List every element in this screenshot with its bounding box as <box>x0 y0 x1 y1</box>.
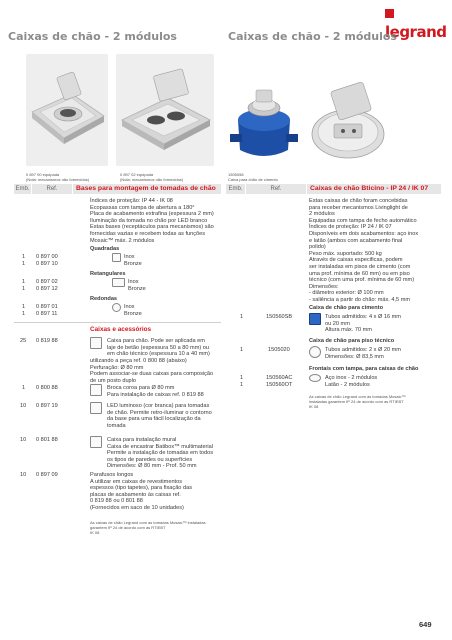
desc-line: Para instalação de caixas ref. 0 819 88 <box>107 391 204 398</box>
product-thumb-icon <box>90 337 102 349</box>
frontal-thumb-icon <box>309 374 321 382</box>
desc-line: placas de acabamento às caixas ref. <box>90 491 181 498</box>
desc-line: Tubos admitidos: 4 x Ø 16 mm <box>325 314 401 320</box>
right-page-title: Caixas de chão - 2 módulos <box>228 30 397 43</box>
emb-cell: 10 <box>20 437 27 443</box>
group-heading-redondas: Redondas <box>90 296 118 302</box>
footnote-line: IK 08 <box>309 404 319 409</box>
intro-line: ser instaladas em pisos de cimento (com <box>309 263 411 270</box>
caption-right-1 <box>228 172 278 182</box>
desc-line: Parafusos longos <box>90 472 134 478</box>
intro-line: Através de caixas especificas, podem <box>309 257 403 264</box>
bticino-frontal-photo <box>304 72 390 168</box>
intro-line: para receber mecanismos Livinglight de <box>309 204 408 211</box>
footnote-line: IK 08 <box>90 530 100 535</box>
intro-line: - diâmetro exterior: Ø 100 mm <box>309 290 384 297</box>
desc-line: de um posto duplo <box>90 377 137 384</box>
intro-line: Peso máx. suportado: 500 kg <box>309 250 382 257</box>
caption-text: (Nota: mecanismos não fornecidos) <box>120 177 184 182</box>
frontal-desc: Latão - 2 módulos <box>325 382 370 388</box>
emb-cell: 1 <box>240 347 244 353</box>
caption-text: 0 897 00 equipada <box>26 172 60 177</box>
desc-line: da base para uma fácil localização da <box>107 416 201 423</box>
desc-line: Broca coroa para Ø 80 mm <box>107 385 175 391</box>
intro-line: uma prof. mínima de 60 mm) ou em piso <box>309 270 410 277</box>
drill-thumb-icon <box>90 384 102 396</box>
desc-line: LED luminoso (cor branca) para tomadas <box>107 403 210 409</box>
footnote-line: As caixas de chão Legrand com as tomadas Mosaic™ <box>309 394 406 399</box>
ref-cell: 150560OT <box>266 382 293 388</box>
intro-line: Placa de acabamento extrafina (espessura 2 mm) <box>90 211 214 218</box>
acc-desc <box>107 437 223 470</box>
emb-cell: 1 <box>22 279 26 285</box>
caption-text: 1505058 <box>228 172 244 177</box>
desc-line: Dimensões: Ø 80 mm - Prof. 50 mm <box>107 463 197 470</box>
emb-cell: 1 <box>22 254 26 260</box>
accessories-heading: Caixas e acessórios <box>90 326 152 333</box>
intro-line: Ecopassas com tampa de abertura a 180° <box>90 204 195 211</box>
intro-line: Iluminação da tomada no chão por LED branco <box>90 217 208 224</box>
desc-line: Dimensões: Ø 83,5 mm <box>325 353 384 360</box>
ref-cell: 0 897 09 <box>36 472 58 478</box>
floor-box-rect-photo <box>116 54 214 166</box>
right-col-ref-header: Ref. <box>246 184 306 194</box>
desc-line: (Fornecidos em saco de 10 unidades) <box>90 504 184 511</box>
caption-text: (Nota: mecanismos não fornecidos) <box>26 177 90 182</box>
emb-cell: 25 <box>20 338 27 344</box>
ref-cell: 0 897 12 <box>36 286 58 292</box>
desc-line: em chão técnico (espessura 10 a 40 mm) <box>107 351 210 358</box>
intro-line: Índices de proteção: IP 24 / IK 07 <box>309 224 392 231</box>
desc-line: Caixa para chão. Pode ser aplicada em <box>107 338 205 344</box>
desc-line: de chão. Permite retro-iluminar o contorno <box>107 409 212 416</box>
blue-box-thumb-icon <box>309 313 321 325</box>
finish-label: Inox <box>124 254 135 260</box>
acc-desc <box>107 403 223 429</box>
desc-line: Caixa de encastrar Batibox™ multimaterial <box>107 443 214 450</box>
intro-line: Dimensões: <box>309 283 339 290</box>
desc-line: laje de betão (espessura 50 a 80 mm) ou <box>107 344 209 351</box>
intro-line: Equipadas com tampa de fecho automático <box>309 217 417 224</box>
ref-cell: 0 897 19 <box>36 403 58 409</box>
right-intro <box>309 198 441 304</box>
desc-line: 0 819 88 ou 0 801 88 <box>90 498 143 505</box>
bticino-box-photo <box>226 72 302 168</box>
acc-desc <box>90 472 222 512</box>
group-heading-quadradas: Quadradas <box>90 246 120 252</box>
acc-desc <box>107 385 223 398</box>
desc-line: Altura máx. 70 mm <box>325 327 372 334</box>
intro-line: técnico (com uma prof. mínima de 60 mm) <box>309 277 415 284</box>
finish-label: Bronze <box>124 261 142 267</box>
emb-cell: 1 <box>240 375 244 381</box>
frontal-desc: Aço inox - 2 módulos <box>325 375 378 381</box>
right-col-emb-header: Emb. <box>226 184 245 194</box>
intro-line: Estas caixas de chão foram concebidas <box>309 198 408 204</box>
acc-desc <box>107 338 223 358</box>
divider <box>14 322 221 323</box>
left-footnote <box>90 520 220 535</box>
desc-line: A utilizar em caixas de revestimentos <box>90 478 183 485</box>
emb-cell: 1 <box>22 261 26 267</box>
emb-cell: 1 <box>22 385 26 391</box>
left-col-ref-header: Ref. <box>32 184 72 194</box>
intro-line: e latão (ambos com acabamento final <box>309 237 403 244</box>
round-box-thumb-icon <box>309 346 321 358</box>
intro-line: polido) <box>309 244 326 251</box>
desc-line: Permite a instalação de tomadas em todos <box>107 450 214 457</box>
caption-left-2 <box>120 172 183 182</box>
emb-cell: 1 <box>240 314 244 320</box>
batibox-thumb-icon <box>90 436 102 448</box>
emb-cell: 10 <box>20 472 27 478</box>
ref-cell: 150560AC <box>266 375 293 381</box>
finish-label: Inox <box>124 304 135 310</box>
emb-cell: 10 <box>20 403 27 409</box>
intro-line: - saliência a partir do chão: máx. 4,5 mm <box>309 296 411 303</box>
intro-line: fornecidas vazias e recebem todas as funções <box>90 230 206 237</box>
footnote-line: instaladas garantem IP 24 de acordo com as RTIEBT <box>309 399 404 404</box>
ref-cell: 0 800 88 <box>36 385 58 391</box>
ref-cell: 0 801 88 <box>36 437 58 443</box>
sub2-desc <box>325 347 441 360</box>
caption-left-1 <box>26 172 89 182</box>
ref-cell: 0 897 02 <box>36 279 58 285</box>
emb-cell: 1 <box>22 286 26 292</box>
ref-cell: 150560SB <box>266 314 293 320</box>
footnote-line: As caixas de chão Legrand com as tomadas Mosaic™ instaladas <box>90 520 206 525</box>
desc-line: Caixa para instalação mural <box>107 437 177 443</box>
desc-line: espessos (tipo tapetes), para fixação das <box>90 485 192 492</box>
emb-cell: 1 <box>22 304 26 310</box>
desc-line: Podem associar-se duas caixas para composição <box>90 371 214 378</box>
footnote-line: garantem IP 24 de acordo com as RTIEBT <box>90 525 166 530</box>
subheading-piso-tecnico: Caixa de chão para piso técnico <box>309 338 395 344</box>
ref-cell: 0 819 88 <box>36 338 58 344</box>
right-table-heading: Caixas de chão Bticino - IP 24 / IK 07 <box>307 184 441 194</box>
left-page-title: Caixas de chão - 2 módulos <box>8 30 177 43</box>
logo-square-icon <box>385 9 394 18</box>
group-heading-retangulares: Retangulares <box>90 271 126 277</box>
ref-cell: 0 897 01 <box>36 304 58 310</box>
left-col-emb-header: Emb. <box>15 186 30 192</box>
sub1-desc <box>325 314 441 334</box>
left-intro <box>90 198 220 244</box>
desc-line: tomada <box>107 422 126 429</box>
intro-line: 2 módulos <box>309 211 335 218</box>
floor-box-square-photo <box>26 54 108 166</box>
right-footnote <box>309 394 441 409</box>
subheading-frontais: Frontais com tampa, para caixas de chão <box>309 366 419 372</box>
finish-swatch-icon <box>112 253 121 262</box>
intro-line: Mosaic™ máx. 2 módulos <box>90 237 155 244</box>
subheading-cimento: Caixa de chão para cimento <box>309 305 383 311</box>
ref-cell: 0 897 00 <box>36 254 58 260</box>
intro-line: Índices de proteção: IP 44 - IK 08 <box>90 198 173 204</box>
intro-line: Estas bases (receptáculos para mecanismos) são <box>90 224 214 231</box>
ref-cell: 1505020 <box>268 347 290 353</box>
caption-text: Caixa para chão de cimento <box>228 177 278 182</box>
desc-line: Tubos admitidos: 2 x Ø 20 mm <box>325 347 401 353</box>
caption-text: 0 897 02 equipada <box>120 172 154 177</box>
left-table-heading: Bases para montagem de tomadas de chão <box>73 184 221 194</box>
emb-cell: 1 <box>240 382 244 388</box>
emb-cell: 1 <box>22 311 26 317</box>
ref-cell: 0 897 11 <box>36 311 58 317</box>
finish-label: Bronze <box>124 311 142 317</box>
finish-swatch-icon <box>112 303 121 312</box>
finish-label: Inox <box>128 279 139 285</box>
desc-line: ou 20 mm <box>325 320 350 327</box>
desc-line: os tipos de paredes ou superfícies <box>107 456 193 463</box>
page-number: 649 <box>419 620 432 629</box>
led-thumb-icon <box>90 402 102 414</box>
desc-line: Perfuração: Ø 80 mm <box>90 364 144 371</box>
ref-cell: 0 897 10 <box>36 261 58 267</box>
desc-line: utilizando a peça ref. 0 800 88 (abaixo) <box>90 358 187 364</box>
intro-line: Disponíveis em dois acabamentos: aço inox <box>309 230 419 237</box>
acc-desc-cont <box>90 358 222 384</box>
finish-swatch-icon <box>112 278 125 287</box>
logo-text: legrand <box>385 23 447 41</box>
finish-label: Bronze <box>128 286 146 292</box>
